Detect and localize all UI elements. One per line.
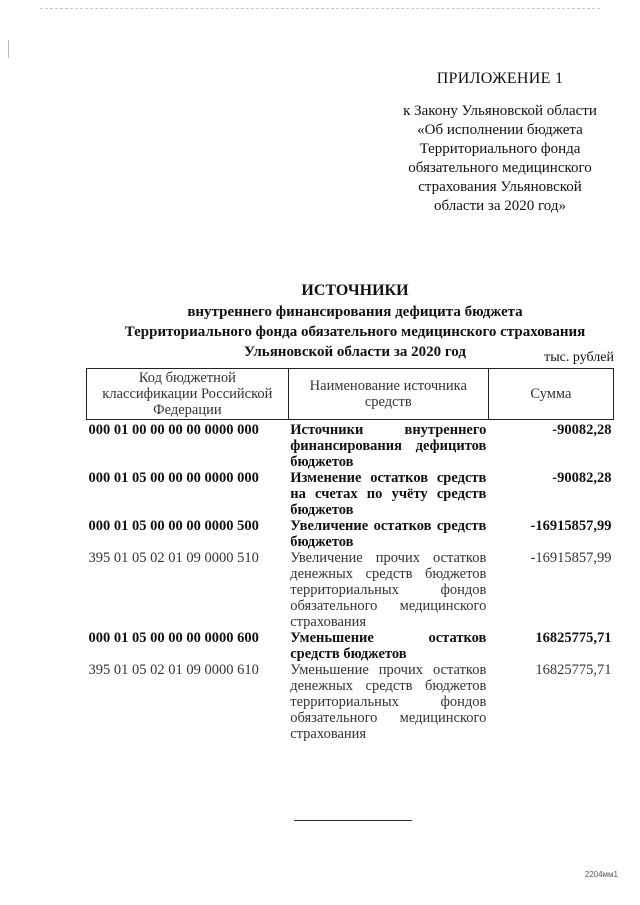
row-code: 000 01 05 00 00 00 0000 000 bbox=[88, 470, 259, 486]
appendix-line: обязательного медицинского bbox=[408, 160, 592, 176]
row-amount: -16915857,99 bbox=[530, 550, 612, 566]
document-subtitle-line: Ульяновской области за 2020 год bbox=[244, 344, 466, 360]
row-name: Увеличение остатков средств бюджетов bbox=[290, 518, 487, 550]
table-row bbox=[87, 420, 614, 471]
table-row bbox=[87, 470, 614, 518]
table-row bbox=[87, 518, 614, 550]
appendix-line: области за 2020 год» bbox=[434, 198, 566, 214]
appendix-title: ПРИЛОЖЕНИЕ 1 bbox=[436, 70, 564, 87]
scan-artifact-top bbox=[40, 8, 600, 13]
header-code: Код бюджетной классификации Российской Федерации bbox=[87, 369, 289, 420]
header-name: Наименование источника средств bbox=[288, 369, 488, 420]
closing-rule bbox=[294, 820, 412, 821]
document-subtitle-line: Территориального фонда обязательного медицинского страхования bbox=[124, 324, 586, 340]
appendix-block bbox=[380, 70, 620, 216]
row-name: Уменьшение прочих остатков денежных средств бюджетов территориальных фондов обязательного медицинского страхования bbox=[290, 662, 487, 742]
table-row bbox=[87, 662, 614, 742]
row-amount: -16915857,99 bbox=[530, 518, 612, 534]
row-name: Увеличение прочих остатков денежных средств бюджетов территориальных фондов обязательного медицинского страхования bbox=[290, 550, 487, 630]
table-row bbox=[87, 630, 614, 662]
row-code: 000 01 05 00 00 00 0000 600 bbox=[88, 630, 259, 646]
row-name: Источники внутреннего финансирования дефицитов бюджетов bbox=[290, 422, 487, 470]
row-code: 395 01 05 02 01 09 0000 510 bbox=[88, 550, 259, 566]
document-title: ИСТОЧНИКИ bbox=[301, 282, 409, 299]
header-amount: Сумма bbox=[488, 369, 613, 420]
footer-stamp: 2204мм1 bbox=[584, 870, 618, 879]
appendix-line: «Об исполнении бюджета bbox=[417, 122, 583, 138]
row-name: Изменение остатков средств на счетах по учёту средств бюджетов bbox=[290, 470, 487, 518]
table-row bbox=[87, 550, 614, 630]
table-header-row bbox=[87, 369, 614, 420]
row-name: Уменьшение остатков средств бюджетов bbox=[290, 630, 487, 662]
row-amount: 16825775,71 bbox=[535, 662, 612, 678]
units-label: тыс. рублей bbox=[544, 350, 614, 365]
row-amount: -90082,28 bbox=[552, 470, 612, 486]
document-subtitle-line: внутреннего финансирования дефицита бюджета bbox=[187, 304, 523, 320]
appendix-line: страхования Ульяновской bbox=[418, 179, 582, 195]
row-amount: 16825775,71 bbox=[535, 630, 612, 646]
table-body bbox=[87, 420, 614, 743]
row-code: 395 01 05 02 01 09 0000 610 bbox=[88, 662, 259, 678]
row-code: 000 01 00 00 00 00 0000 000 bbox=[88, 422, 259, 438]
sources-table bbox=[86, 368, 614, 742]
scan-artifact-edge bbox=[8, 40, 9, 58]
appendix-line: к Закону Ульяновской области bbox=[403, 103, 597, 119]
appendix-line: Территориального фонда bbox=[419, 141, 581, 157]
document-heading bbox=[90, 282, 620, 362]
row-code: 000 01 05 00 00 00 0000 500 bbox=[88, 518, 259, 534]
row-amount: -90082,28 bbox=[552, 422, 612, 438]
